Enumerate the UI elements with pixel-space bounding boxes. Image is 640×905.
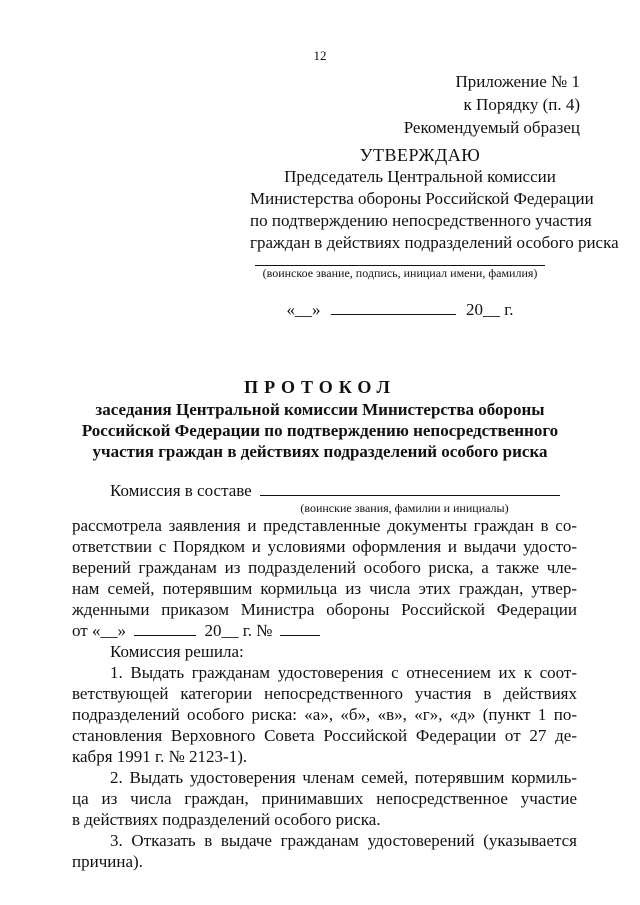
date-month-blank <box>331 300 456 315</box>
approval-line: Председатель Центральной комиссии <box>284 167 556 186</box>
item-2-line: в действиях подразделений особого риска. <box>72 810 381 829</box>
paragraph-line: верений гражданам из подразделений особого риска, а также чле- <box>72 558 577 577</box>
order-from: от «__» <box>72 621 126 640</box>
protocol-title: ПРОТОКОЛ <box>244 377 396 397</box>
approval-date <box>255 300 545 320</box>
commission-line <box>72 480 577 501</box>
order-line <box>72 620 577 641</box>
annex-block <box>404 70 580 139</box>
paragraph-line: рассмотрела заявления и представленные документы граждан в со- <box>72 516 577 535</box>
order-year: 20__ г. № <box>204 621 273 640</box>
heading-line: заседания Центральной комиссии Министерства обороны <box>95 400 545 419</box>
approval-title: УТВЕРЖДАЮ <box>359 145 481 165</box>
protocol-body <box>72 480 577 872</box>
annex-reference: к Порядку (п. 4) <box>463 95 580 114</box>
heading-line: Российской Федерации по подтверждению непосредственного <box>81 421 559 440</box>
paragraph-line: жденными приказом Министра обороны Российской Федерации <box>72 600 577 619</box>
signature-caption: (воинское звание, подпись, инициал имени, фамилия) <box>262 266 538 280</box>
item-1-line: ветствующей категории непосредственного участия в действиях <box>72 684 577 703</box>
item-1-line: кабря 1991 г. № 2123-1). <box>72 747 248 766</box>
page-number: 12 <box>313 48 327 63</box>
heading-line: участия граждан в действиях подразделений особого риска <box>92 442 548 461</box>
annex-note: Рекомендуемый образец <box>403 118 580 137</box>
approval-block <box>250 144 619 254</box>
paragraph-line: ответствии с Порядком и условиями оформления и выдачи удосто- <box>72 537 577 556</box>
approval-line: Министерства обороны Российской Федерации <box>250 189 594 208</box>
item-2-line: 2. Выдать удостоверения членам семей, потерявшим кормиль- <box>110 768 577 787</box>
approval-line: граждан в действиях подразделений особого риска <box>250 233 619 252</box>
order-number-blank <box>280 621 320 636</box>
approval-line: по подтверждению непосредственного участия <box>250 211 592 230</box>
commission-caption: (воинские звания, фамилии и инициалы) <box>300 501 509 515</box>
item-1-line: подразделений особого риска: «а», «б», «в», «г», «д» (пункт 1 по- <box>72 705 577 724</box>
item-1-line: 1. Выдать гражданам удостоверения с отнесением их к соот- <box>110 663 577 682</box>
decided-line: Комиссия решила: <box>110 642 244 661</box>
paragraph-line: нам семей, потерявшим кормильца из числа этих граждан, утвер- <box>72 579 577 598</box>
protocol-heading <box>60 377 580 462</box>
date-day: «__» <box>286 300 321 319</box>
commission-label: Комиссия в составе <box>110 481 252 500</box>
order-month-blank <box>134 621 196 636</box>
annex-title: Приложение № 1 <box>455 72 580 91</box>
item-3-line: причина). <box>72 852 143 871</box>
commission-blank <box>260 481 560 496</box>
item-2-line: ца из числа граждан, принимавших непосредственное участие <box>72 789 577 808</box>
item-1-line: становления Верховного Совета Российской Федерации от 27 де- <box>72 726 577 745</box>
item-3-line: 3. Отказать в выдаче гражданам удостоверений (указывается <box>110 831 577 850</box>
date-year: 20__ г. <box>465 300 514 319</box>
